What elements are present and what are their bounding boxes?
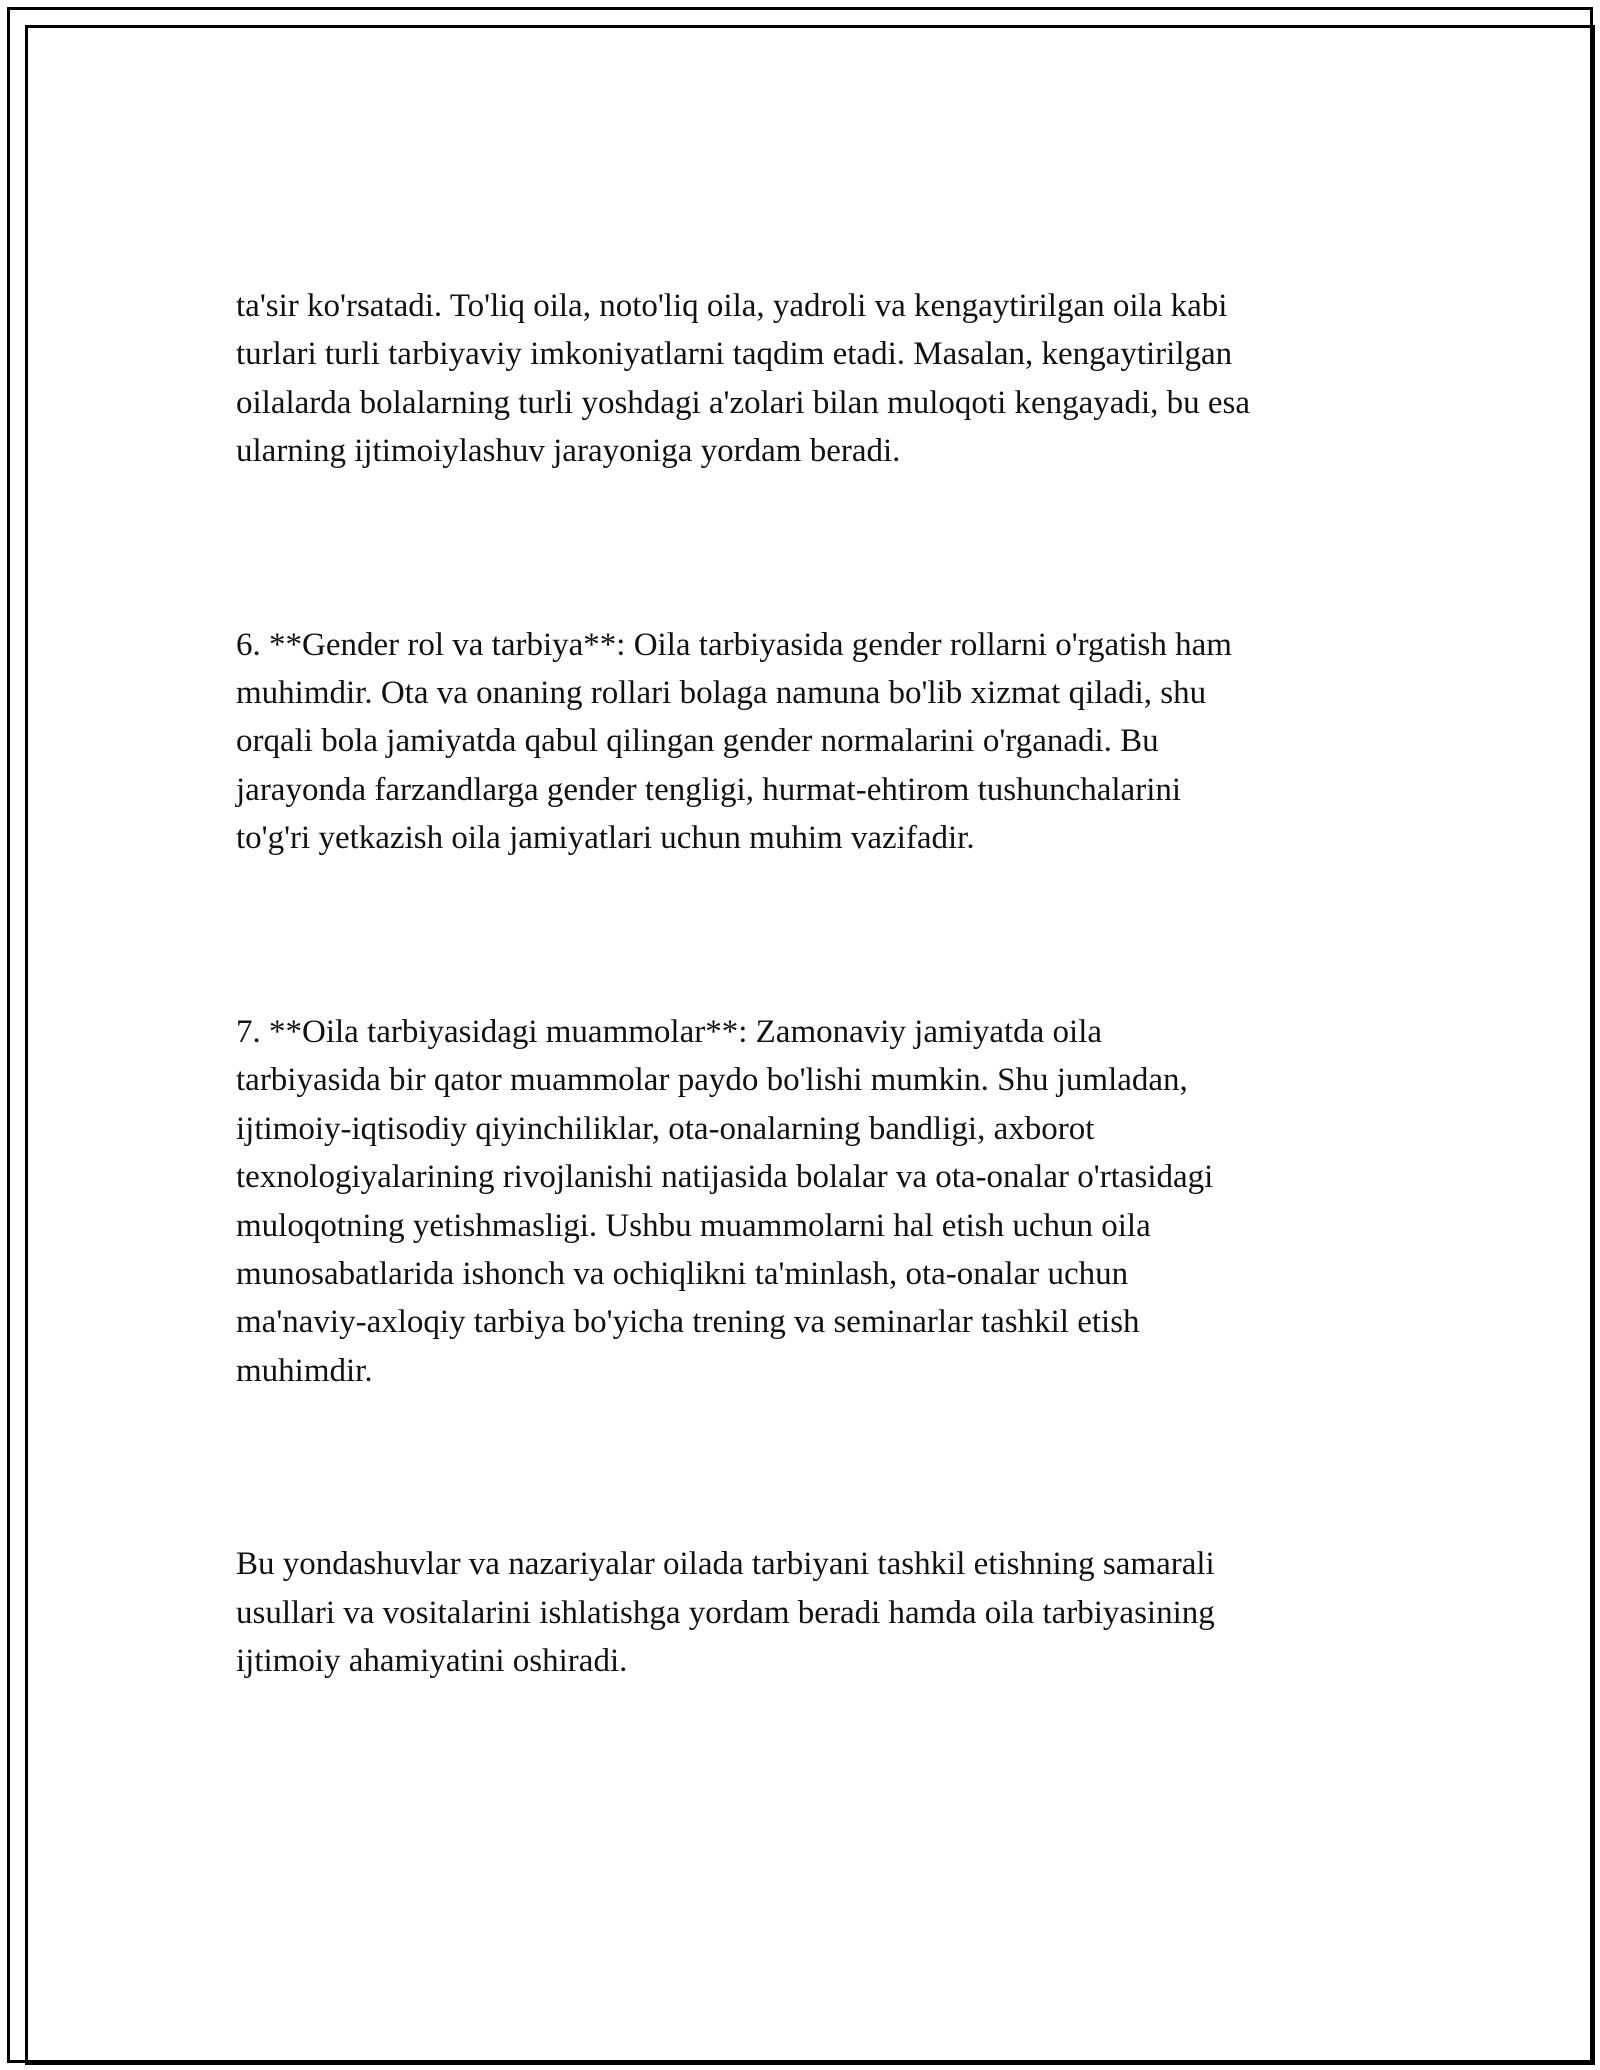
paragraph-conclusion [236, 1540, 1386, 1685]
document-body [236, 185, 1386, 1782]
text-line: ma'naviy-axloqiy tarbiya bo'yicha trening va seminarlar tashkil etish [236, 1304, 1140, 1341]
text-line: 7. **Oila tarbiyasidagi muammolar**: Zamonaviy jamiyatda oila [236, 1013, 1103, 1050]
text-line: Bu yondashuvlar va nazariyalar oilada tarbiyani tashkil etishning samarali [236, 1546, 1215, 1583]
text-line: munosabatlarida ishonch va ochiqlikni ta'minlash, ota-onalar uchun [236, 1255, 1129, 1292]
text-line: to'g'ri yetkazish oila jamiyatlari uchun muhim vazifadir. [236, 820, 975, 857]
text-line: muhimdir. [236, 1352, 373, 1389]
text-line: oilalarda bolalarning turli yoshdagi a'zolari bilan muloqoti kengayadi, bu esa [236, 384, 1250, 421]
paragraph-family-problems [236, 1008, 1386, 1395]
text-line: 6. **Gender rol va tarbiya**: Oila tarbiyasida gender rollarni o'rgatish ham [236, 626, 1232, 663]
text-line: ta'sir ko'rsatadi. To'liq oila, noto'liq oila, yadroli va kengaytirilgan oila kabi [236, 287, 1228, 324]
text-line: ijtimoiy ahamiyatini oshiradi. [236, 1643, 628, 1680]
paragraph-family-types [236, 282, 1386, 476]
text-line: texnologiyalarining rivojlanishi natijasida bolalar va ota-onalar o'rtasidagi [236, 1159, 1214, 1196]
text-line: turlari turli tarbiyaviy imkoniyatlarni taqdim etadi. Masalan, kengaytirilgan [236, 336, 1233, 373]
text-line: tarbiyasida bir qator muammolar paydo bo'lishi mumkin. Shu jumladan, [236, 1062, 1188, 1099]
text-line: usullari va vositalarini ishlatishga yordam beradi hamda oila tarbiyasining [236, 1594, 1215, 1631]
text-line: ularning ijtimoiylashuv jarayoniga yordam beradi. [236, 433, 901, 470]
text-line: ijtimoiy-iqtisodiy qiyinchiliklar, ota-onalarning bandligi, axborot [236, 1110, 1095, 1147]
text-line: muhimdir. Ota va onaning rollari bolaga namuna bo'lib xizmat qiladi, shu [236, 675, 1207, 712]
text-line: jarayonda farzandlarga gender tengligi, hurmat-ehtirom tushunchalarini [236, 771, 1182, 808]
text-line: orqali bola jamiyatda qabul qilingan gender normalarini o'rganadi. Bu [236, 723, 1159, 760]
paragraph-gender-roles [236, 621, 1386, 863]
text-line: muloqotning yetishmasligi. Ushbu muammolarni hal etish uchun oila [236, 1207, 1151, 1244]
